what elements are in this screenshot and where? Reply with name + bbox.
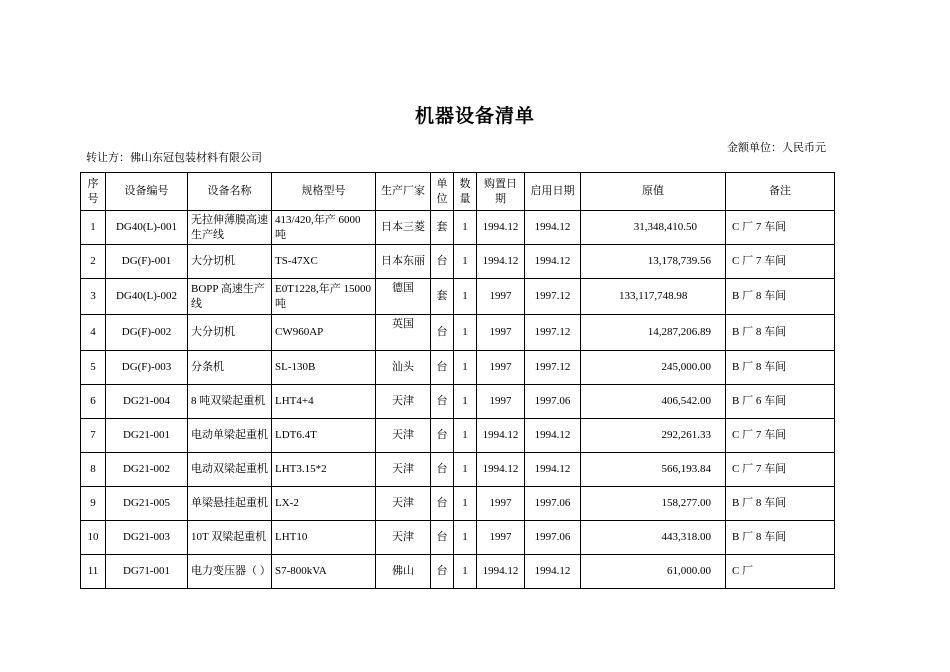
cell-maker: 天津 bbox=[376, 487, 431, 521]
cell-code: DG21-004 bbox=[106, 385, 188, 419]
table-row bbox=[81, 385, 835, 419]
cell-cost: 292,261.33 bbox=[581, 419, 726, 453]
col-header-name: 设备名称 bbox=[188, 173, 272, 211]
cell-purchase-date: 1997 bbox=[477, 487, 525, 521]
cell-start-date: 1997.06 bbox=[525, 487, 581, 521]
cell-maker: 天津 bbox=[376, 419, 431, 453]
transferor-label: 转让方：佛山东冠包装材料有限公司 bbox=[86, 152, 262, 164]
cell-purchase-date: 1997 bbox=[477, 385, 525, 419]
cell-no: 10 bbox=[81, 521, 106, 555]
cell-unit: 台 bbox=[431, 555, 454, 589]
cell-spec: E0T1228,年产 15000 吨 bbox=[272, 279, 376, 315]
cell-purchase-date: 1997 bbox=[477, 351, 525, 385]
cell-maker: 天津 bbox=[376, 385, 431, 419]
cell-qty: 1 bbox=[454, 555, 477, 589]
cell-code: DG40(L)-001 bbox=[106, 211, 188, 245]
cell-spec: TS-47XC bbox=[272, 245, 376, 279]
cell-qty: 1 bbox=[454, 453, 477, 487]
cell-maker: 天津 bbox=[376, 521, 431, 555]
cell-start-date: 1997.12 bbox=[525, 279, 581, 315]
cell-start-date: 1994.12 bbox=[525, 245, 581, 279]
cell-code: DG(F)-001 bbox=[106, 245, 188, 279]
cell-unit: 台 bbox=[431, 419, 454, 453]
cell-name: 电力变压器（ ） bbox=[188, 555, 272, 589]
cell-cost: 61,000.00 bbox=[581, 555, 726, 589]
cell-note: C 厂 7 车间 bbox=[726, 211, 835, 245]
table-row bbox=[81, 453, 835, 487]
col-header-maker: 生产厂家 bbox=[376, 173, 431, 211]
cell-spec: LX-2 bbox=[272, 487, 376, 521]
cell-spec: 413/420,年产 6000 吨 bbox=[272, 211, 376, 245]
table-row bbox=[81, 351, 835, 385]
cell-spec: SL-130B bbox=[272, 351, 376, 385]
cell-no: 3 bbox=[81, 279, 106, 315]
cell-note: C 厂 7 车间 bbox=[726, 419, 835, 453]
cell-no: 5 bbox=[81, 351, 106, 385]
cell-unit: 套 bbox=[431, 211, 454, 245]
col-header-cost: 原值 bbox=[581, 173, 726, 211]
cell-spec: LDT6.4T bbox=[272, 419, 376, 453]
cell-purchase-date: 1997 bbox=[477, 521, 525, 555]
cell-spec: LHT10 bbox=[272, 521, 376, 555]
cell-unit: 台 bbox=[431, 245, 454, 279]
cell-note: C 厂 7 车间 bbox=[726, 453, 835, 487]
col-header-no: 序号 bbox=[81, 173, 106, 211]
cell-name: BOPP 高速生产线 bbox=[188, 279, 272, 315]
cell-name: 分条机 bbox=[188, 351, 272, 385]
cell-start-date: 1994.12 bbox=[525, 453, 581, 487]
cell-purchase-date: 1997 bbox=[477, 279, 525, 315]
cell-maker: 日本东丽 bbox=[376, 245, 431, 279]
cell-no: 11 bbox=[81, 555, 106, 589]
cell-qty: 1 bbox=[454, 521, 477, 555]
table-row bbox=[81, 211, 835, 245]
cell-unit: 套 bbox=[431, 279, 454, 315]
cell-qty: 1 bbox=[454, 351, 477, 385]
col-header-start-date: 启用日期 bbox=[525, 173, 581, 211]
cell-note: C 厂 7 车间 bbox=[726, 245, 835, 279]
table-row bbox=[81, 521, 835, 555]
table-row bbox=[81, 555, 835, 589]
cell-maker: 天津 bbox=[376, 453, 431, 487]
cell-cost: 14,287,206.89 bbox=[581, 315, 726, 351]
cell-cost: 406,542.00 bbox=[581, 385, 726, 419]
cell-unit: 台 bbox=[431, 315, 454, 351]
table-header-row bbox=[81, 173, 835, 211]
cell-note: B 厂 8 车间 bbox=[726, 487, 835, 521]
cell-start-date: 1994.12 bbox=[525, 555, 581, 589]
cell-start-date: 1994.12 bbox=[525, 211, 581, 245]
cell-code: DG21-002 bbox=[106, 453, 188, 487]
cell-code: DG71-001 bbox=[106, 555, 188, 589]
equipment-table bbox=[80, 172, 835, 589]
cell-note: B 厂 6 车间 bbox=[726, 385, 835, 419]
cell-name: 单梁悬挂起重机 bbox=[188, 487, 272, 521]
cell-qty: 1 bbox=[454, 245, 477, 279]
cell-qty: 1 bbox=[454, 279, 477, 315]
cell-cost: 245,000.00 bbox=[581, 351, 726, 385]
cell-note: B 厂 8 车间 bbox=[726, 315, 835, 351]
col-header-qty: 数量 bbox=[454, 173, 477, 211]
cell-name: 大分切机 bbox=[188, 245, 272, 279]
cell-code: DG21-005 bbox=[106, 487, 188, 521]
cell-start-date: 1997.06 bbox=[525, 521, 581, 555]
cell-unit: 台 bbox=[431, 453, 454, 487]
cell-name: 无拉伸薄膜高速生产线 bbox=[188, 211, 272, 245]
cell-note: B 厂 8 车间 bbox=[726, 351, 835, 385]
cell-qty: 1 bbox=[454, 419, 477, 453]
cell-spec: LHT4+4 bbox=[272, 385, 376, 419]
col-header-note: 备注 bbox=[726, 173, 835, 211]
cell-name: 电动单梁起重机 bbox=[188, 419, 272, 453]
cell-start-date: 1997.06 bbox=[525, 385, 581, 419]
table-row bbox=[81, 487, 835, 521]
amount-unit-label: 金额单位：人民币元 bbox=[727, 142, 826, 154]
cell-unit: 台 bbox=[431, 521, 454, 555]
cell-maker: 日本三菱 bbox=[376, 211, 431, 245]
cell-maker: 佛山 bbox=[376, 555, 431, 589]
cell-spec: S7-800kVA bbox=[272, 555, 376, 589]
cell-maker: 英国 bbox=[376, 315, 431, 351]
cell-start-date: 1997.12 bbox=[525, 315, 581, 351]
cell-unit: 台 bbox=[431, 385, 454, 419]
cell-code: DG(F)-003 bbox=[106, 351, 188, 385]
col-header-spec: 规格型号 bbox=[272, 173, 376, 211]
cell-purchase-date: 1994.12 bbox=[477, 211, 525, 245]
cell-code: DG21-001 bbox=[106, 419, 188, 453]
col-header-purchase-date: 购置日期 bbox=[477, 173, 525, 211]
cell-unit: 台 bbox=[431, 351, 454, 385]
table-row bbox=[81, 315, 835, 351]
cell-qty: 1 bbox=[454, 211, 477, 245]
cell-qty: 1 bbox=[454, 315, 477, 351]
cell-purchase-date: 1994.12 bbox=[477, 419, 525, 453]
cell-name: 10T 双梁起重机 bbox=[188, 521, 272, 555]
cell-name: 8 吨双梁起重机 bbox=[188, 385, 272, 419]
cell-no: 4 bbox=[81, 315, 106, 351]
cell-note: B 厂 8 车间 bbox=[726, 521, 835, 555]
cell-cost: 443,318.00 bbox=[581, 521, 726, 555]
table-row bbox=[81, 419, 835, 453]
cell-start-date: 1997.12 bbox=[525, 351, 581, 385]
cell-no: 8 bbox=[81, 453, 106, 487]
cell-no: 9 bbox=[81, 487, 106, 521]
cell-cost: 31,348,410.50 bbox=[581, 211, 726, 245]
cell-name: 电动双梁起重机 bbox=[188, 453, 272, 487]
cell-no: 6 bbox=[81, 385, 106, 419]
cell-name: 大分切机 bbox=[188, 315, 272, 351]
cell-spec: LHT3.15*2 bbox=[272, 453, 376, 487]
cell-qty: 1 bbox=[454, 487, 477, 521]
cell-no: 2 bbox=[81, 245, 106, 279]
table-row bbox=[81, 245, 835, 279]
cell-purchase-date: 1994.12 bbox=[477, 453, 525, 487]
cell-code: DG21-003 bbox=[106, 521, 188, 555]
col-header-code: 设备编号 bbox=[106, 173, 188, 211]
cell-purchase-date: 1994.12 bbox=[477, 245, 525, 279]
cell-no: 1 bbox=[81, 211, 106, 245]
cell-cost: 133,117,748.98 bbox=[581, 279, 726, 315]
cell-code: DG40(L)-002 bbox=[106, 279, 188, 315]
cell-code: DG(F)-002 bbox=[106, 315, 188, 351]
cell-no: 7 bbox=[81, 419, 106, 453]
cell-qty: 1 bbox=[454, 385, 477, 419]
cell-spec: CW960AP bbox=[272, 315, 376, 351]
cell-unit: 台 bbox=[431, 487, 454, 521]
cell-purchase-date: 1994.12 bbox=[477, 555, 525, 589]
cell-cost: 158,277.00 bbox=[581, 487, 726, 521]
cell-cost: 566,193.84 bbox=[581, 453, 726, 487]
col-header-unit: 单位 bbox=[431, 173, 454, 211]
cell-maker: 德国 bbox=[376, 279, 431, 315]
table-row bbox=[81, 279, 835, 315]
cell-note: B 厂 8 车间 bbox=[726, 279, 835, 315]
cell-purchase-date: 1997 bbox=[477, 315, 525, 351]
cell-maker: 汕头 bbox=[376, 351, 431, 385]
cell-note: C 厂 bbox=[726, 555, 835, 589]
document-title: 机器设备清单 bbox=[414, 105, 535, 127]
cell-cost: 13,178,739.56 bbox=[581, 245, 726, 279]
cell-start-date: 1994.12 bbox=[525, 419, 581, 453]
